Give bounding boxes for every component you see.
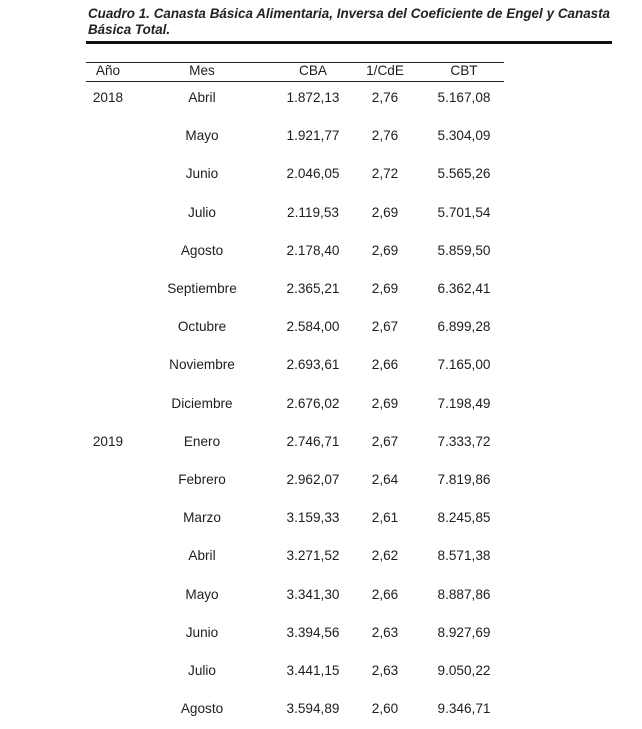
- cell-inverse-engel: 2,63: [371, 625, 399, 640]
- cell-cba: 3.394,56: [286, 625, 340, 640]
- cell-cba: 3.594,89: [286, 701, 340, 716]
- cell-inverse-engel: 2,60: [371, 701, 399, 716]
- cell-cba: 3.341,30: [286, 587, 340, 602]
- cell-month: Marzo: [183, 510, 221, 525]
- header-cba: CBA: [299, 63, 327, 78]
- table-top-rule: [86, 62, 504, 63]
- cell-month: Julio: [188, 205, 216, 220]
- header-month: Mes: [189, 63, 215, 78]
- cell-cba: 3.271,52: [286, 548, 340, 563]
- cell-month: Enero: [183, 434, 221, 449]
- cell-month: Septiembre: [167, 281, 237, 296]
- cell-cba: 2.693,61: [286, 357, 340, 372]
- cell-month: Abril: [188, 548, 216, 563]
- cell-inverse-engel: 2,76: [371, 128, 399, 143]
- cell-month: Mayo: [185, 587, 219, 602]
- cell-inverse-engel: 2,69: [371, 396, 399, 411]
- cell-month: Agosto: [180, 243, 224, 258]
- cell-cbt: 7.198,49: [437, 396, 491, 411]
- cell-cbt: 5.304,09: [437, 128, 491, 143]
- cell-inverse-engel: 2,66: [371, 357, 399, 372]
- cell-inverse-engel: 2,69: [371, 281, 399, 296]
- cell-cbt: 5.701,54: [437, 205, 491, 220]
- cell-cba: 2.746,71: [286, 434, 340, 449]
- cell-inverse-engel: 2,64: [371, 472, 399, 487]
- cell-cba: 2.178,40: [286, 243, 340, 258]
- table-header-rule: [86, 81, 504, 82]
- cell-cba: 1.921,77: [286, 128, 340, 143]
- cell-inverse-engel: 2,72: [371, 166, 399, 181]
- cell-cbt: 9.346,71: [437, 701, 491, 716]
- header-cbt: CBT: [450, 63, 478, 78]
- cell-cbt: 8.887,86: [437, 587, 491, 602]
- cell-inverse-engel: 2,66: [371, 587, 399, 602]
- table-caption: Cuadro 1. Canasta Básica Alimentaria, Inversa del Coeficiente de Engel y Canasta Básica Total.: [88, 6, 610, 37]
- cell-inverse-engel: 2,76: [371, 90, 399, 105]
- cell-cbt: 6.899,28: [437, 319, 491, 334]
- cell-month: Octubre: [177, 319, 227, 334]
- cell-month: Noviembre: [169, 357, 235, 372]
- header-year: Año: [95, 63, 121, 78]
- cell-inverse-engel: 2,69: [371, 205, 399, 220]
- cell-inverse-engel: 2,69: [371, 243, 399, 258]
- cell-cbt: 7.333,72: [437, 434, 491, 449]
- header-inverse-engel: 1/CdE: [366, 63, 404, 78]
- cell-year: 2019: [92, 434, 124, 449]
- cell-cbt: 7.165,00: [437, 357, 491, 372]
- cell-cbt: 8.927,69: [437, 625, 491, 640]
- cell-month: Junio: [185, 166, 219, 181]
- cell-cba: 2.119,53: [287, 205, 339, 220]
- cell-cba: 2.962,07: [286, 472, 340, 487]
- cell-cba: 1.872,13: [286, 90, 340, 105]
- cell-cbt: 6.362,41: [437, 281, 491, 296]
- cell-cbt: 5.167,08: [437, 90, 491, 105]
- cell-month: Julio: [188, 663, 216, 678]
- cell-cbt: 9.050,22: [437, 663, 491, 678]
- cell-inverse-engel: 2,67: [371, 434, 399, 449]
- cell-inverse-engel: 2,63: [371, 663, 399, 678]
- cell-month: Junio: [185, 625, 219, 640]
- cell-cba: 2.365,21: [286, 281, 340, 296]
- cell-inverse-engel: 2,67: [371, 319, 399, 334]
- cell-inverse-engel: 2,62: [371, 548, 399, 563]
- cell-cbt: 5.859,50: [437, 243, 491, 258]
- cell-cbt: 7.819,86: [437, 472, 491, 487]
- cell-cba: 2.676,02: [286, 396, 340, 411]
- cell-month: Agosto: [180, 701, 224, 716]
- cell-cba: 2.046,05: [286, 166, 340, 181]
- cell-month: Febrero: [178, 472, 226, 487]
- cell-inverse-engel: 2,61: [371, 510, 399, 525]
- cell-cbt: 8.571,38: [437, 548, 491, 563]
- caption-rule: [86, 41, 612, 44]
- cell-cba: 3.441,15: [286, 663, 340, 678]
- cell-month: Mayo: [185, 128, 219, 143]
- cell-cba: 3.159,33: [286, 510, 340, 525]
- cell-cba: 2.584,00: [286, 319, 340, 334]
- cell-month: Diciembre: [171, 396, 233, 411]
- cell-year: 2018: [92, 90, 124, 105]
- cell-cbt: 5.565,26: [437, 166, 491, 181]
- cell-cbt: 8.245,85: [437, 510, 491, 525]
- cell-month: Abril: [188, 90, 216, 105]
